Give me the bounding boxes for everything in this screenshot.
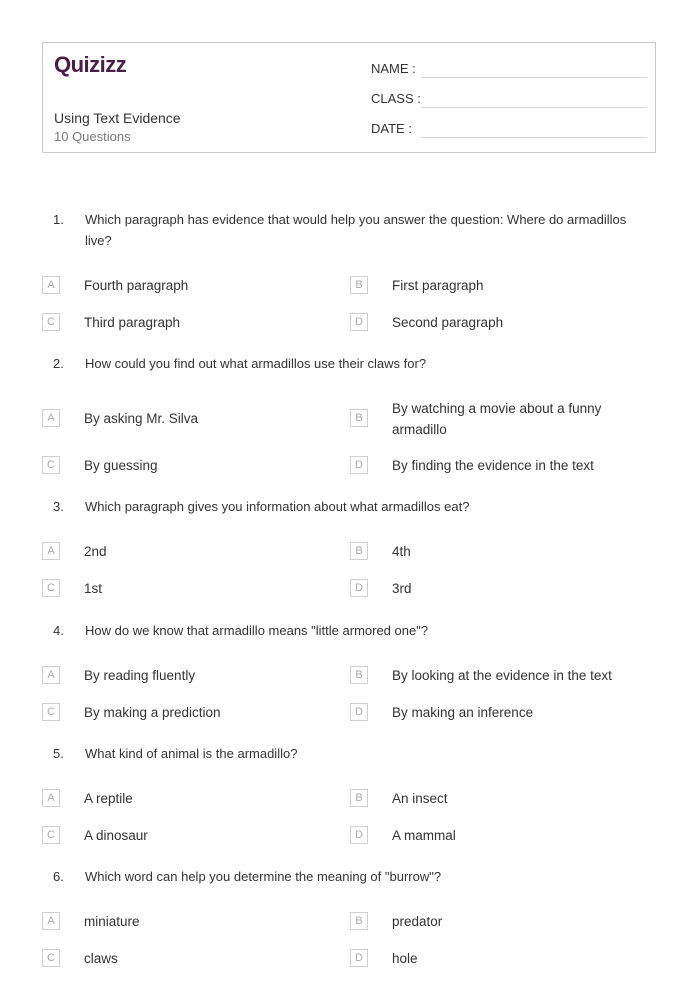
option-text: A reptile: [84, 791, 133, 806]
question-text: Which paragraph gives you information about what armadillos eat?: [85, 499, 470, 514]
date-label: DATE :: [371, 121, 412, 136]
question-text: How could you find out what armadillos use their claws for?: [85, 356, 427, 371]
name-field: [371, 61, 647, 81]
option-text: First paragraph: [392, 278, 484, 293]
question-text: Which word can help you determine the meaning of "burrow"?: [85, 869, 442, 884]
question-text: Which paragraph has evidence that would help you answer the question: Where do armadillos live?: [85, 212, 627, 248]
question-count: 10 Questions: [54, 129, 131, 144]
option-letter-box: B: [350, 912, 368, 930]
quizizz-logo: Quizizz: [54, 52, 127, 77]
option-letter-box: B: [350, 276, 368, 294]
name-label: NAME :: [371, 61, 416, 76]
option-text: By finding the evidence in the text: [392, 458, 594, 473]
option-text: 3rd: [392, 581, 412, 596]
option-letter-box: B: [350, 409, 368, 427]
option-letter-box: D: [350, 313, 368, 331]
option-letter-box: D: [350, 949, 368, 967]
option-letter-box: A: [42, 912, 60, 930]
option-text: By looking at the evidence in the text: [392, 668, 612, 683]
option-text: A dinosaur: [84, 828, 148, 843]
question-number: 1.: [53, 212, 64, 227]
question-number: 6.: [53, 869, 64, 884]
question-number: 2.: [53, 356, 64, 371]
option-letter-box: A: [42, 666, 60, 684]
option-letter-box: C: [42, 313, 60, 331]
option-letter-box: C: [42, 579, 60, 597]
option-text: By making a prediction: [84, 705, 221, 720]
date-field: [371, 121, 647, 141]
question-text: What kind of animal is the armadillo?: [85, 746, 298, 761]
option-text: By making an inference: [392, 705, 534, 720]
question-number: 4.: [53, 623, 64, 638]
option-text: An insect: [392, 791, 448, 806]
worksheet-title: Using Text Evidence: [54, 110, 181, 126]
option-letter-box: C: [42, 456, 60, 474]
class-line: [421, 107, 647, 108]
option-letter-box: D: [350, 456, 368, 474]
date-line: [421, 137, 647, 138]
option-text: claws: [84, 951, 118, 966]
option-text: Second paragraph: [392, 315, 504, 330]
option-letter-box: A: [42, 542, 60, 560]
option-text: hole: [392, 951, 418, 966]
option-text: 2nd: [84, 544, 107, 559]
option-letter-box: C: [42, 949, 60, 967]
name-line: [421, 77, 647, 78]
option-letter-box: A: [42, 409, 60, 427]
option-text: A mammal: [392, 828, 456, 843]
option-text: By guessing: [84, 458, 158, 473]
option-letter-box: D: [350, 826, 368, 844]
option-letter-box: A: [42, 789, 60, 807]
question-number: 3.: [53, 499, 64, 514]
option-text: 4th: [392, 544, 411, 559]
question-number: 5.: [53, 746, 64, 761]
option-letter-box: A: [42, 276, 60, 294]
option-text: miniature: [84, 914, 140, 929]
class-field: [371, 91, 647, 111]
option-text: By reading fluently: [84, 668, 196, 683]
option-letter-box: B: [350, 789, 368, 807]
class-label: CLASS :: [371, 91, 421, 106]
question-text: How do we know that armadillo means "little armored one"?: [85, 623, 429, 638]
option-text: Fourth paragraph: [84, 278, 189, 293]
option-letter-box: B: [350, 666, 368, 684]
option-text: Third paragraph: [84, 315, 181, 330]
option-letter-box: D: [350, 579, 368, 597]
option-text: predator: [392, 914, 443, 929]
option-text: 1st: [84, 581, 103, 596]
option-text: By asking Mr. Silva: [84, 411, 199, 426]
option-letter-box: C: [42, 826, 60, 844]
option-letter-box: B: [350, 542, 368, 560]
option-text: By watching a movie about a funny armadillo: [392, 401, 602, 437]
option-letter-box: D: [350, 703, 368, 721]
worksheet-header: [42, 42, 656, 153]
option-letter-box: C: [42, 703, 60, 721]
